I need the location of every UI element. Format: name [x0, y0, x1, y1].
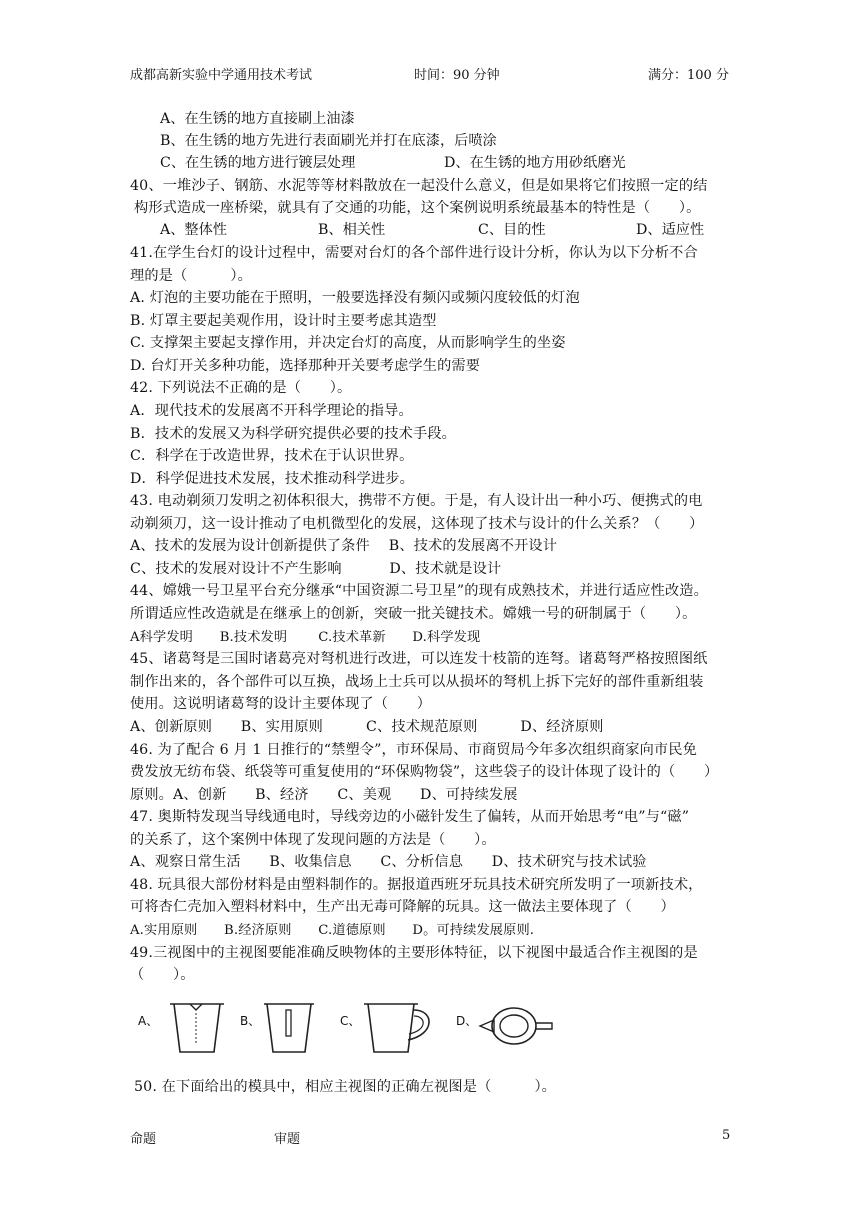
q39-option-d: D、在生锈的地方用砂纸磨光	[444, 155, 626, 171]
q48-options: A.实用原则 B.经济原则 C.道德原则 D。可持续发展原则.	[130, 923, 535, 938]
q46-line2: 费发放无纺布袋、纸袋等可重复使用的“环保购物袋”，这些袋子的设计体现了设计的（ ）	[130, 764, 719, 780]
q49-label-c: C、	[340, 1014, 361, 1028]
q49-label-a: A、	[138, 1014, 159, 1028]
q42-option-d: D．科学促进技术发展，技术推动科学进步。	[130, 471, 414, 487]
q44-options: A科学发明 B.技术发明 C.技术革新 D.科学发现	[130, 630, 481, 645]
q46-line3: 原则。A、创新 B、经济 C、美观 D、可持续发展	[130, 787, 518, 803]
q42-option-c: C．科学在于改造世界，技术在于认识世界。	[130, 448, 414, 464]
q49-label-b: B、	[240, 1014, 261, 1028]
q44-line1: 44、嫦娥一号卫星平台充分继承“中国资源二号卫星”的现有成熟技术，并进行适应性改造。	[130, 583, 708, 599]
q43-line1: 43. 电动剃须刀发明之初体积很大，携带不方便。于是，有人设计出一种小巧、便携式的电	[130, 493, 703, 509]
q45-options: A、创新原则 B、实用原则 C、技术规范原则 D、经济原则	[130, 719, 604, 735]
q42-option-a: A．现代技术的发展离不开科学理论的指导。	[130, 403, 413, 419]
q49-line1: 49.三视图中的主视图要能准确反映物体的主要形体特征，以下视图中最适合作主视图的是	[130, 945, 698, 961]
page-number: 5	[722, 1128, 731, 1143]
header-time: 时间：90 分钟	[414, 68, 500, 83]
q47-line2: 的关系了，这个案例中体现了发现问题的方法是（ ）。	[130, 832, 496, 848]
q40-line2: 构形式造成一座桥梁，就具有了交通的功能，这个案例说明系统最基本的特性是（ ）。	[134, 200, 701, 216]
q39-option-b: B、在生锈的地方先进行表面刷光并打在底漆，后喷涂	[160, 133, 497, 149]
q41-line2: 理的是（ ）。	[130, 268, 252, 284]
q49-view-c-icon	[362, 1000, 442, 1056]
q42-option-b: B．技术的发展又为科学研究提供必要的技术手段。	[130, 426, 457, 442]
q49-figure	[130, 998, 580, 1060]
q40-option-d: D、适应性	[636, 222, 705, 238]
q47-options: A、观察日常生活 B、收集信息 C、分析信息 D、技术研究与技术试验	[130, 854, 647, 870]
footer-mingti: 命题	[130, 1132, 157, 1147]
q45-line3: 使用。这说明诸葛弩的设计主要体现了（ ）	[130, 696, 432, 712]
header-score: 满分：100 分	[648, 68, 729, 83]
q41-option-c: C. 支撑架主要起支撑作用，并决定台灯的高度，从而影响学生的坐姿	[130, 335, 566, 351]
q45-line2: 制作出来的，各个部件可以互换，战场上士兵可以从损坏的弩机上拆下完好的部件重新组装	[130, 674, 704, 690]
q41-option-a: A. 灯泡的主要功能在于照明，一般要选择没有频闪或频闪度较低的灯泡	[130, 290, 580, 306]
q47-line1: 47. 奥斯特发现当导线通电时，导线旁边的小磁针发生了偏转，从而开始思考“电”与“磁”	[130, 809, 690, 825]
q48-line1: 48. 玩具很大部份材料是由塑料制作的。据报道西班牙玩具技术研究所发明了一项新技术，	[130, 877, 703, 893]
footer-shenti: 审题	[274, 1132, 301, 1147]
q41-line1: 41.在学生台灯的设计过程中，需要对台灯的各个部件进行设计分析，你认为以下分析不合	[130, 245, 698, 261]
q40-option-b: B、相关性	[318, 222, 386, 238]
q41-option-b: B. 灯罩主要起美观作用，设计时主要考虑其造型	[130, 313, 437, 329]
q48-line2: 可将杏仁壳加入塑料材料中，生产出无毒可降解的玩具。这一做法主要体现了（ ）	[130, 899, 675, 915]
q49-line2: （ ）。	[130, 967, 195, 983]
q49-view-d-icon	[476, 1000, 576, 1056]
q45-line1: 45、诸葛弩是三国时诸葛亮对弩机进行改进，可以连发十枝箭的连弩。诸葛弩严格按照图纸	[130, 651, 708, 667]
q39-option-c: C、在生锈的地方进行镀层处理	[160, 155, 356, 171]
q43-line2: 动剃须刀，这一设计推动了电机微型化的发展，这体现了技术与设计的什么关系？（ ）	[130, 516, 704, 532]
q44-line2: 所谓适应性改造就是在继承上的创新，突破一批关键技术。嫦娥一号的研制属于（ ）。	[130, 606, 697, 622]
q43-options-ab: A、技术的发展为设计创新提供了条件 B、技术的发展离不开设计	[130, 538, 558, 554]
q39-option-a: A、在生锈的地方直接刷上油漆	[160, 111, 355, 127]
q49-view-a-icon	[168, 1000, 226, 1056]
q40-option-c: C、目的性	[478, 222, 546, 238]
q49-view-b-icon	[262, 1000, 316, 1056]
q42-line1: 42. 下列说法不正确的是（ ）。	[130, 380, 352, 396]
q40-option-a: A、整体性	[160, 222, 227, 238]
header-school: 成都高新实验中学通用技术考试	[130, 68, 313, 83]
q46-line1: 46. 为了配合 6 月 1 日推行的“禁塑令”，市环保局、市商贸局今年多次组织商家向市民免	[130, 742, 697, 758]
q50-line1: 50. 在下面给出的模具中，相应主视图的正确左视图是（ ）。	[134, 1079, 557, 1095]
q49-label-d: D、	[456, 1014, 478, 1028]
q43-options-cd: C、技术的发展对设计不产生影响 D、技术就是设计	[130, 561, 502, 577]
q40-line1: 40、一堆沙子、钢筋、水泥等等材料散放在一起没什么意义，但是如果将它们按照一定的结	[130, 178, 708, 194]
q41-option-d: D. 台灯开关多种功能，选择那种开关要考虑学生的需要	[130, 358, 481, 374]
